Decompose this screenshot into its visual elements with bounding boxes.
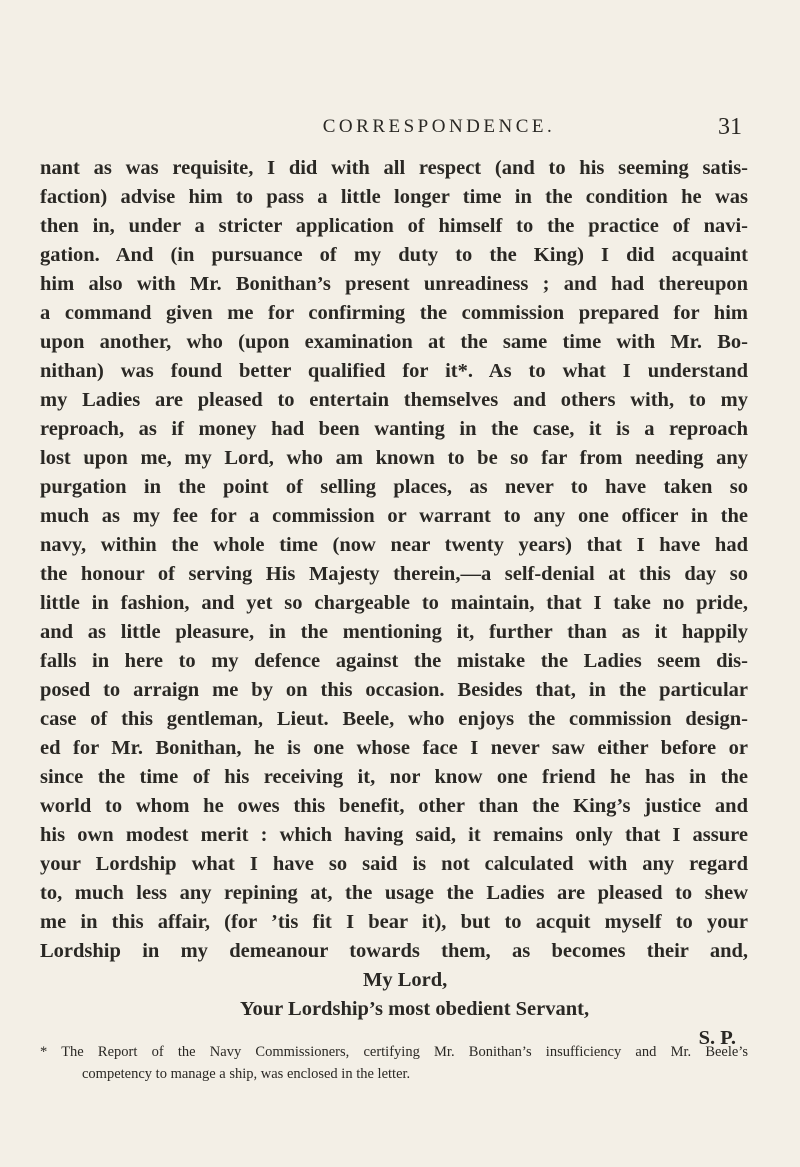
text-line: since the time of his receiving it, nor know one friend he has in the	[40, 766, 748, 788]
text-line: the honour of serving His Majesty therein,—a self-denial at this day so	[40, 563, 748, 585]
closing-salutation: My Lord,	[363, 969, 448, 991]
text-line: posed to arraign me by on this occasion. Besides that, in the particular	[40, 679, 748, 701]
text-line: navy, within the whole time (now near twenty years) that I have had	[40, 534, 748, 556]
text-line: nithan) was found better qualified for it*. As to what I understand	[40, 360, 748, 382]
text-line: case of this gentleman, Lieut. Beele, who enjoys the commission design-	[40, 708, 748, 730]
text-line: then in, under a stricter application of himself to the practice of navi-	[40, 215, 748, 237]
text-line: world to whom he owes this benefit, other than the King’s justice and	[40, 795, 748, 817]
closing-valediction: Your Lordship’s most obedient Servant,	[240, 998, 590, 1020]
text-line: purgation in the point of selling places, as never to have taken so	[40, 476, 748, 498]
footnote	[40, 1041, 748, 1085]
text-line: faction) advise him to pass a little longer time in the condition he was	[40, 186, 748, 208]
text-line: my Ladies are pleased to entertain themselves and others with, to my	[40, 389, 748, 411]
text-line: gation. And (in pursuance of my duty to the King) I did acquaint	[40, 244, 748, 266]
text-line: little in fashion, and yet so chargeable to maintain, that I take no pride,	[40, 592, 748, 614]
text-line: and as little pleasure, in the mentioning it, further than as it happily	[40, 621, 748, 643]
text-line: ed for Mr. Bonithan, he is one whose face I never saw either before or	[40, 737, 748, 759]
text-line: reproach, as if money had been wanting in the case, it is a reproach	[40, 418, 748, 440]
footnote-line: competency to manage a ship, was enclosed in the letter.	[82, 1066, 411, 1082]
letter-body	[40, 154, 748, 1053]
text-line: lost upon me, my Lord, who am known to be so far from needing any	[40, 447, 748, 469]
text-line: nant as was requisite, I did with all respect (and to his seeming satis-	[40, 157, 748, 179]
page-number: 31	[718, 114, 742, 140]
running-head	[130, 112, 748, 142]
text-line: him also with Mr. Bonithan’s present unreadiness ; and had thereupon	[40, 273, 748, 295]
signature: S. P.	[698, 1027, 736, 1049]
text-line: to, much less any repining at, the usage the Ladies are pleased to shew	[40, 882, 748, 904]
running-title: CORRESPONDENCE.	[322, 116, 556, 137]
text-line: me in this affair, (for ’tis fit I bear it), but to acquit myself to your	[40, 911, 748, 933]
text-line: upon another, who (upon examination at the same time with Mr. Bo-	[40, 331, 748, 353]
text-line: Lordship in my demeanour towards them, as becomes their and,	[40, 940, 748, 962]
text-line: his own modest merit : which having said, it remains only that I assure	[40, 824, 748, 846]
footnote-line: * The Report of the Navy Commissioners, certifying Mr. Bonithan’s insufficiency and Mr. Beele’s	[40, 1044, 748, 1060]
text-line: falls in here to my defence against the mistake the Ladies seem dis-	[40, 650, 748, 672]
text-line: your Lordship what I have so said is not calculated with any regard	[40, 853, 748, 875]
text-line: a command given me for confirming the commission prepared for him	[40, 302, 748, 324]
text-line: much as my fee for a commission or warrant to any one officer in the	[40, 505, 748, 527]
